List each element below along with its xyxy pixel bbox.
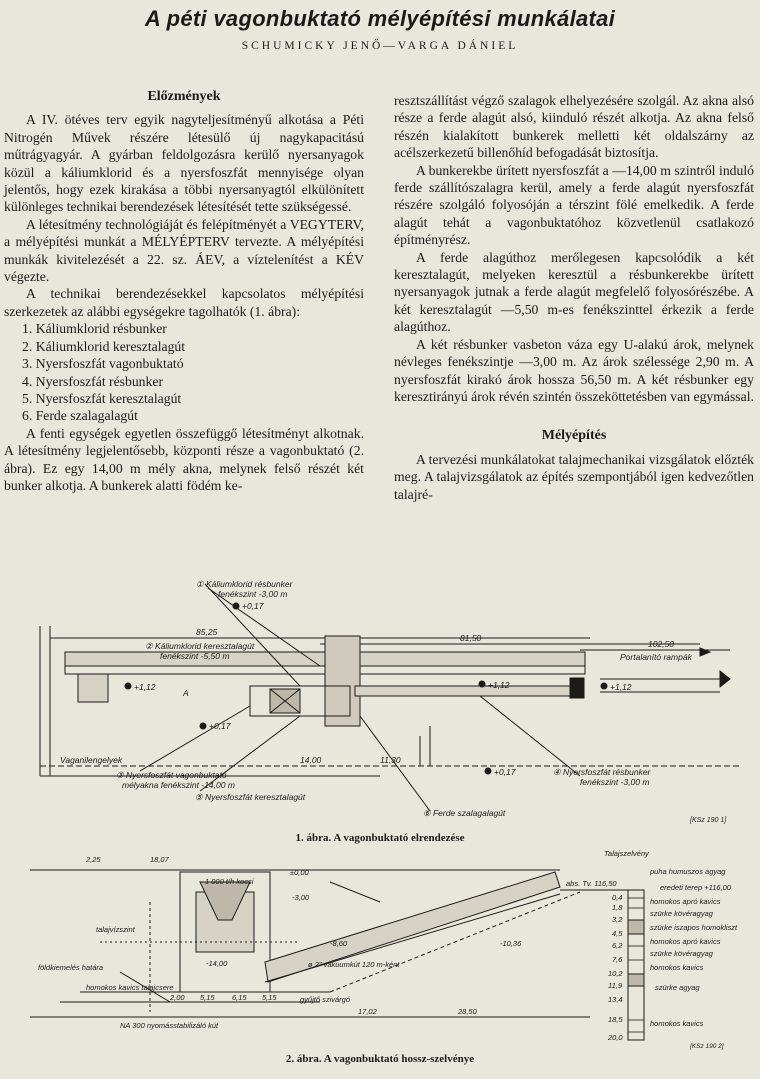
elevation-label: +1,12 (610, 682, 632, 692)
depth-label: 10,2 (608, 969, 623, 978)
elevation-label: +1,12 (488, 680, 510, 690)
paragraph: resztszállítást végző szalagok elhelyezésére szolgál. Az akna alsó része a ferde alagút alsó, kiinduló részét alkotja. Az akna felső részén kialakított bunkerek melletti két oldalszárny az acélszerkezetű billenőhíd befogadását biztosítja. (394, 93, 754, 161)
elevation-label: -10,36 (500, 939, 522, 948)
soil-layer-label: szürke kövéragyag (650, 949, 713, 958)
list-item: 6. Ferde szalagalagút (22, 408, 138, 424)
elevation-label: +0,17 (242, 601, 264, 611)
depth-label: 0,4 (612, 893, 623, 902)
soil-layer-label: szürke kövéragyag (650, 909, 713, 918)
dimension-label: 81,50 (460, 633, 482, 643)
paragraph: A két résbunker vasbeton váza egy U-alakú árok, melynek névleges fenékszintje —3,00 m. Az árok szélessége 2,90 m. A nyersfoszfát kirakó árok hossza 56,50 m. A két résbunker egy keresztirányú árok révén szintén összeköttetésben van egymással. (394, 336, 754, 404)
paragraph: A tervezési munkálatokat talajmechanikai vizsgálatok előzték meg. A talajvizsgálatok az építés szempontjából igen kedvezőtlen talajré- (394, 451, 754, 502)
label-kaliumklorid-keresztalagut: ② Káliumklorid keresztalagút (145, 641, 255, 651)
label-gyujto-szivargo: gyűjtő szivárgó (300, 995, 351, 1004)
label-floor-level: fenékszint -3,00 m (580, 777, 650, 787)
label-ferde-szalagalagut: ⑥ Ferde szalagalagút (423, 808, 506, 818)
elevation-label: +1,12 (134, 682, 156, 692)
label-floor-level: fenékszint -5,50 m (160, 651, 230, 661)
figure-reference: [KSz 190 1] (690, 817, 727, 824)
depth-label: 4,5 (612, 929, 623, 938)
section-title-melyepites: Mélyépítés (541, 428, 607, 444)
soil-layer-label: homokos kavics (650, 963, 704, 972)
label-portalanito-rampak: Portalanító rampák (620, 652, 692, 662)
soil-layer-label: homokos kavics (650, 1019, 704, 1028)
list-item: 1. Káliumklorid résbunker (22, 321, 167, 337)
depth-label: 3,2 (612, 915, 623, 924)
depth-label: 18,5 (608, 1015, 623, 1024)
figure-reference: [KSz 190 2] (690, 1043, 724, 1050)
dimension-label: 2,00 (170, 993, 185, 1002)
paragraph: A ferde alagúthoz merőlegesen kapcsolódik a két keresztalagút, melyeken keresztül a résbunkerekbe ürített nyersanyagok jutnak a ferde alagút megfelelő folyosórészébe. A két keresztalagút —5,50 m-es fenékszinttel érkezik a ferde alagúthoz. (394, 249, 754, 335)
soil-layer-label: homokos apró kavics (650, 897, 721, 906)
label-kaliumklorid-resbunker: ① Káliumklorid résbunker (196, 579, 293, 589)
label-foldkiemeles-hatara: földkiemelés határa (38, 963, 104, 972)
dimension-label: 2,25 (86, 855, 101, 864)
label-groundwater-level: abs. Tv. 116,50 (566, 879, 617, 888)
list-item: 2. Káliumklorid keresztalagút (22, 338, 186, 354)
article-title: A péti vagonbuktató mélyépítési munkálatai (144, 6, 616, 31)
label-nyersfoszfat-resbunker: ④ Nyersfoszfát résbunker (553, 767, 651, 777)
list-item: 4. Nyersfoszfát résbunker (22, 373, 164, 389)
dimension-label: 6,15 (232, 993, 247, 1002)
label-talajszelveny: Talajszelvény (604, 849, 649, 858)
paragraph: A bunkerekbe ürített nyersfoszfát a —14,00 m szintről induló ferde szállítószalagra kerül, amely a ferde alagút nyersfoszfát részére szolgáló folyosóján a térszint fölé emelkedik. A ferde alagút tehát a vagonbuktatóhoz közvetlenül csatlakozó építményrész. (394, 162, 754, 248)
dimension-label: 5,15 (200, 993, 215, 1002)
figure-1-drawing (0, 566, 760, 836)
figure-2-section (0, 842, 760, 1052)
right-column (394, 92, 754, 503)
soil-layer-label: szürke agyag (655, 983, 700, 992)
dimension-label: 28,50 (458, 1007, 477, 1016)
label-talajvizszint: talajvízszint (96, 925, 135, 934)
label-vakuumkut: ø 2" vákuumkút 120 m-ként (308, 960, 400, 969)
elevation-label: +0,17 (209, 721, 231, 731)
depth-label: 13,4 (608, 995, 623, 1004)
soil-layer-label: szürke iszapos homokliszt (650, 923, 738, 932)
label-floor-level: mélyakna fenékszint -14,00 m (122, 780, 235, 790)
figure-1-layout-plan (0, 566, 760, 836)
elevation-label: -3,00 (292, 893, 310, 902)
section-marker: A (183, 688, 189, 698)
dimension-label: 11,30 (380, 755, 401, 765)
label-nyersfoszfat-keresztalagut: ⑤ Nyersfoszfát keresztalagút (195, 792, 306, 802)
depth-label: 6,2 (612, 941, 623, 950)
dimension-label: 85,25 (196, 627, 218, 637)
left-column (4, 80, 364, 494)
paragraph: A fenti egységek egyetlen összefüggő létesítményt alkotnak. A létesítmény legjelentősebb, központi része a vagonbuktató (2. ábra). Ez egy 14,00 m mély akna, melynek felső részét két bunker alkotja. A bunkerek alatti födém ke- (4, 425, 364, 493)
soil-layer-label: eredeti terep +116,00 (660, 883, 731, 892)
dimension-label: 5,15 (262, 993, 277, 1002)
dimension-label: 14,00 (300, 755, 322, 765)
depth-label: 20,0 (608, 1033, 623, 1042)
elevation-label: +0,17 (494, 767, 516, 777)
depth-label: 11,9 (608, 981, 623, 990)
elevation-label: ±0,00 (290, 868, 309, 877)
paragraph: A létesítmény technológiáját és felépítményét a VEGYTERV, a mélyépítési munkát a MÉLYÉPTERV tervezte. A mélyépítési munkák kivitelezését a 22. sz. ÁEV, a víztelenítést a KÉV végezte. (4, 216, 364, 285)
elevation-label: -14,00 (206, 959, 228, 968)
depth-label: 1,8 (612, 903, 623, 912)
paragraph: A IV. ötéves terv egyik nagyteljesítményű alkotása a Péti Nitrogén Művek részére létesülő új nagykapacitású műtrágyagyár. A gyárban feldolgozásra kerülő nyersanyagok közül a káliumklorid és a nyersfoszfát mennyisége olyan jelentős, hogy ezek kirakása a többi nyersanyagtól elkülönített különleges technikai berendezések létesítését tette szükségessé. (4, 112, 364, 215)
elevation-label: -8,60 (330, 939, 348, 948)
section-title-elozmenyek: Előzmények (147, 89, 221, 104)
figure-1-caption: 1. ábra. A vagonbuktató elrendezése (295, 832, 465, 844)
article-authors: SCHUMICKY JENŐ—VARGA DÁNIEL (241, 40, 519, 52)
dimension-label: 102,50 (648, 639, 674, 649)
dimension-label: 18,07 (150, 855, 169, 864)
list-item: 3. Nyersfoszfát vagonbuktató (22, 356, 184, 372)
figure-2-drawing (0, 842, 760, 1052)
label-capacity: 1 000 t/h kocsi (205, 877, 254, 886)
label-nyomasstabilizalo-kut: NA 300 nyomásstabilizáló kút (120, 1021, 219, 1030)
label-vaganilengelyek: Vaganilengelyek (60, 755, 123, 765)
label-floor-level: fenékszint -3,00 m (218, 589, 288, 599)
soil-layer-label: homokos apró kavics (650, 937, 721, 946)
label-nyersfoszfat-vagonbuktato: ③ Nyersfoszfát vagonbuktató (116, 770, 227, 780)
label-homokos-kavics-talajcsere: homokos kavics talajcsere (86, 983, 174, 992)
depth-label: 7,6 (612, 955, 623, 964)
list-item: 5. Nyersfoszfát keresztalagút (22, 390, 182, 406)
dimension-label: 17,02 (358, 1007, 377, 1016)
unit-list (4, 320, 364, 424)
soil-layer-label: puha humuszos agyag (650, 867, 726, 876)
figure-2-caption: 2. ábra. A vagonbuktató hossz-szelvénye (285, 1053, 475, 1065)
paragraph: A technikai berendezésekkel kapcsolatos mélyépítési szerkezetek az alábbi egységekre tagolhatók (1. ábra): (4, 286, 364, 319)
